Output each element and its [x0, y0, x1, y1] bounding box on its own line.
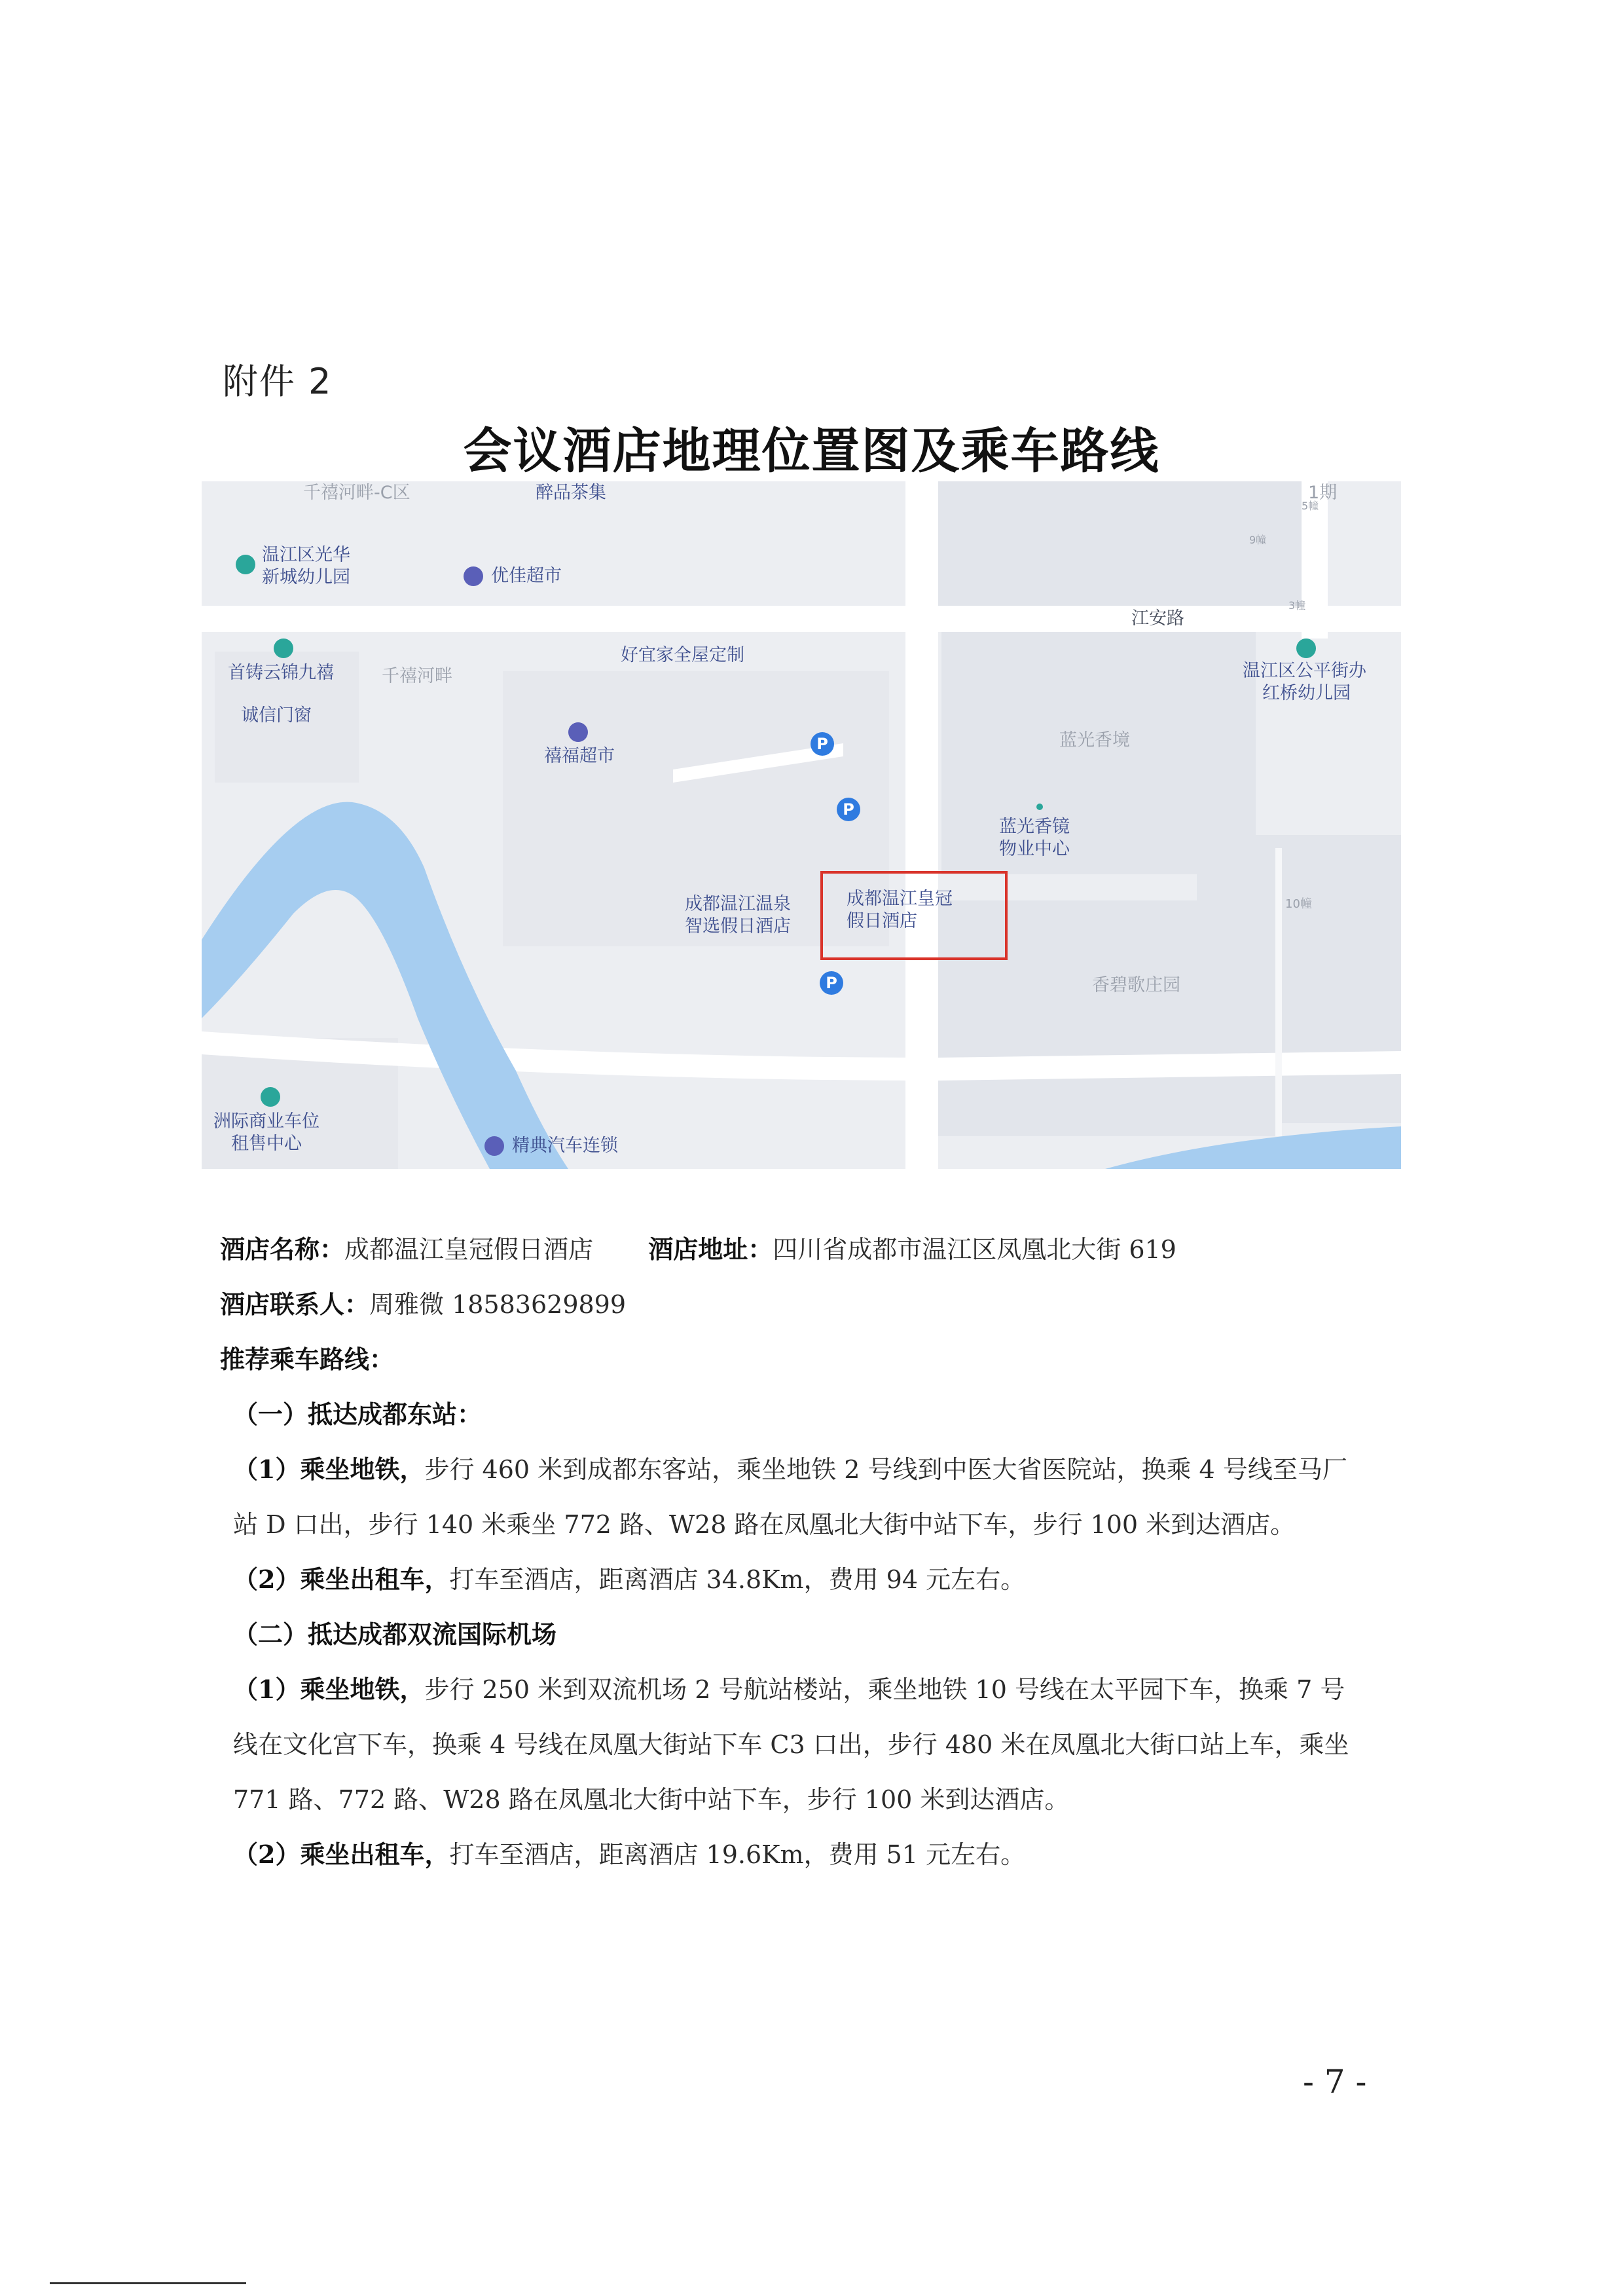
poi-icon[interactable] [484, 1136, 504, 1156]
poi-icon[interactable] [261, 1087, 280, 1107]
map-label: 1期 [1308, 483, 1338, 503]
scan-edge-line [50, 2282, 246, 2284]
map-label: 红桥幼儿园 [1262, 683, 1351, 703]
poi-icon[interactable] [1296, 639, 1316, 658]
poi-icon[interactable] [464, 566, 483, 586]
hotel-contact-value: 周雅微 18583629899 [369, 1290, 627, 1319]
attachment-label: 附件 2 [223, 361, 333, 402]
route-item-label: （1）乘坐地铁， [233, 1454, 425, 1484]
map-label: 首铸云锦九禧 [228, 663, 334, 683]
route-item [220, 1827, 1359, 1882]
map-road [202, 606, 1401, 632]
hotel-address-label: 酒店地址： [648, 1234, 773, 1264]
route-item-text: 步行 250 米到双流机场 2 号航站楼站，乘坐地铁 10 号线在太平园下车，换乘 7 号线在文化宫下车，换乘 4 号线在凤凰大街站下车 C3 口出，步行 480 米在凤凰北大街口站上车，乘坐 771 路、772 路、W28 路在凤凰北大街中站下车，步行 100 米到达酒店。 [233, 1675, 1349, 1814]
route-item-text: 打车至酒店，距离酒店 34.8Km，费用 94 元左右。 [449, 1565, 1026, 1594]
page-title: 会议酒店地理位置图及乘车路线 [463, 423, 1160, 479]
route-item-text: 步行 460 米到成都东客站，乘坐地铁 2 号线到中医大省医院站，换乘 4 号线至马厂站 D 口出，步行 140 米乘坐 772 路、W28 路在凤凰北大街中站下车，步行 100 米到达酒店。 [233, 1455, 1347, 1539]
map-label: 成都温江温泉 [685, 894, 791, 914]
poi-icon[interactable] [1036, 804, 1043, 810]
route-item-label: （2）乘坐出租车， [233, 1565, 450, 1594]
poi-icon[interactable] [236, 555, 255, 574]
route-section-heading: （一）抵达成都东站： [233, 1399, 483, 1429]
parking-icon[interactable]: P [837, 798, 860, 821]
route-heading: 推荐乘车路线： [220, 1344, 395, 1374]
route-item [220, 1552, 1359, 1607]
map-label: 蓝光香镜 [999, 817, 1070, 837]
parking-icon[interactable]: P [811, 732, 834, 756]
poi-icon[interactable] [568, 722, 588, 742]
map-label: 租售中心 [231, 1134, 302, 1154]
hotel-name-value: 成都温江皇冠假日酒店 [344, 1235, 594, 1264]
route-item-label: （2）乘坐出租车， [233, 1840, 450, 1869]
map-label: 诚信门窗 [241, 705, 312, 726]
route-item-label: （1）乘坐地铁， [233, 1675, 425, 1704]
map-label: 洲际商业车位 [213, 1111, 319, 1132]
route-section-heading: （二）抵达成都双流国际机场 [233, 1620, 557, 1649]
hotel-address-value: 四川省成都市温江区凤凰北大街 619 [773, 1235, 1176, 1264]
route-item-text: 打车至酒店，距离酒店 19.6Km，费用 51 元左右。 [449, 1840, 1026, 1869]
hotel-info [220, 1222, 1359, 1882]
map-label: 优佳超市 [491, 566, 562, 586]
hotel-location-map[interactable] [202, 481, 1401, 1169]
map-label: 蓝光香境 [1059, 730, 1130, 750]
map-label: 好宜家全屋定制 [621, 645, 744, 665]
map-label: 千禧河畔-C区 [303, 483, 410, 503]
route-item [220, 1662, 1359, 1827]
hotel-map-label: 成都温江皇冠 [847, 889, 953, 909]
map-label: 醉品茶集 [536, 483, 606, 503]
hotel-name-label: 酒店名称： [220, 1234, 345, 1264]
map-block [1197, 835, 1401, 1123]
map-label: 物业中心 [999, 839, 1070, 859]
hotel-name-line [220, 1222, 1359, 1277]
map-label: 新城幼儿园 [262, 567, 350, 587]
route-item [220, 1442, 1359, 1552]
map-background [202, 481, 1401, 1169]
poi-icon[interactable] [274, 639, 293, 658]
map-label: 香碧歌庄园 [1092, 975, 1180, 995]
map-label: 10幢 [1285, 897, 1312, 911]
hotel-contact-label: 酒店联系人： [220, 1289, 370, 1319]
map-label: 5幢 [1302, 500, 1319, 512]
map-label: 温江区光华 [262, 545, 350, 565]
parking-icon[interactable]: P [820, 971, 843, 995]
map-label: 禧福超市 [544, 746, 615, 766]
map-label: 9幢 [1249, 534, 1267, 546]
map-label: 精典汽车连锁 [512, 1136, 618, 1156]
map-label: 江安路 [1131, 608, 1184, 629]
map-label: 千禧河畔 [382, 666, 452, 686]
map-block [935, 481, 1328, 606]
map-label: 智选假日酒店 [685, 916, 791, 936]
hotel-contact-line [220, 1277, 1359, 1332]
page-number: - 7 - [1303, 2063, 1367, 2101]
hotel-map-label: 假日酒店 [847, 911, 917, 931]
map-label: 温江区公平街办 [1243, 661, 1366, 681]
map-label: 3幢 [1288, 599, 1306, 612]
